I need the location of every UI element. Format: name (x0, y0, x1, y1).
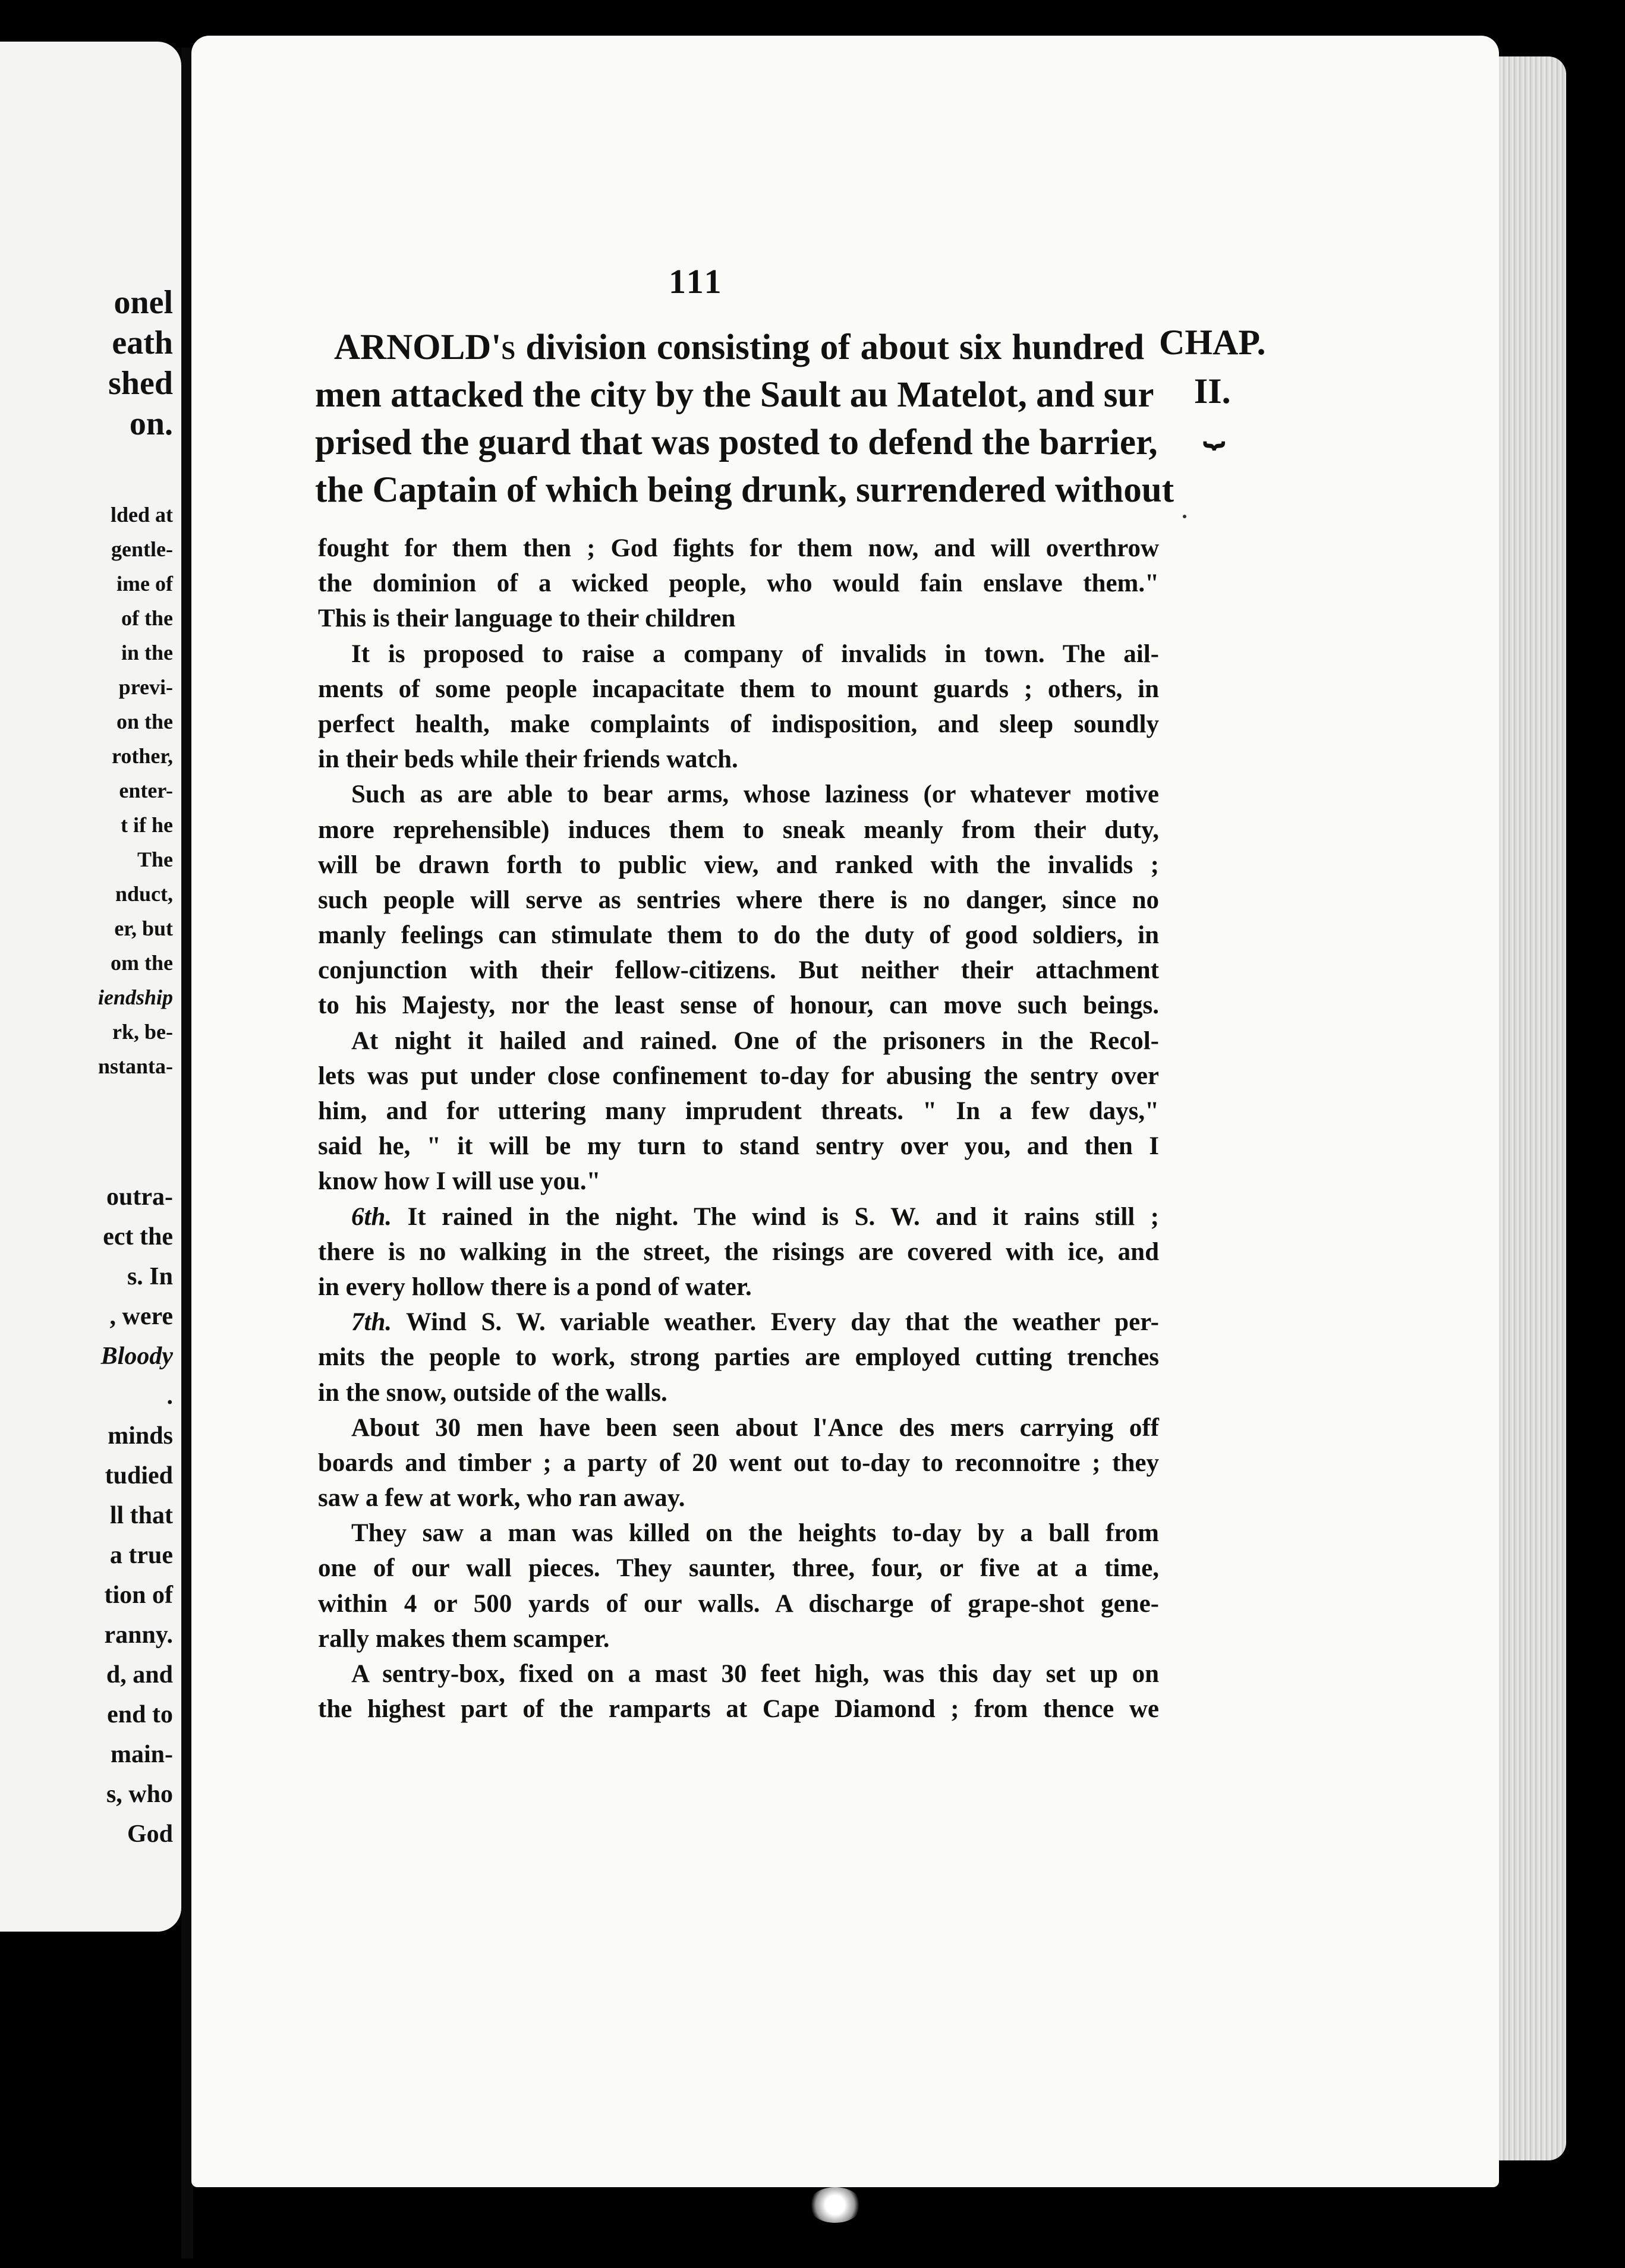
body-line: saw a few at work, who ran away. (318, 1484, 685, 1513)
left-page-line: lded at (110, 503, 173, 527)
quote-line-text: division consisting of about six hundred (525, 327, 1144, 367)
body-line: It is proposed to raise a company of invalids in town. The ail- (351, 640, 1159, 668)
body-line: rally makes them scamper. (318, 1624, 610, 1653)
date-6th: 6th. (351, 1202, 392, 1231)
left-page-line: main- (111, 1741, 173, 1768)
left-page-line: enter- (119, 779, 173, 802)
left-page-line: tion of (104, 1582, 173, 1609)
left-page-line: ll that (109, 1502, 173, 1529)
body-text (318, 531, 1159, 1727)
body-line (318, 1199, 1159, 1234)
body-line: in every hollow there is a pond of water. (318, 1272, 752, 1301)
left-page-line: nstanta- (97, 1054, 173, 1078)
body-line: one of our wall pieces. They saunter, three, four, or five at a time, (318, 1554, 1159, 1583)
light-reflection (808, 2187, 862, 2223)
body-line: This is their language to their children (318, 604, 736, 633)
page-number: 111 (669, 262, 724, 301)
body-line-text: It rained in the night. The wind is S. W. and it rains still ; (407, 1202, 1159, 1231)
left-page-line: iendship (97, 985, 173, 1009)
left-page-line: rother, (112, 744, 173, 768)
left-page-line: on. (129, 405, 173, 442)
quoted-passage (315, 324, 1174, 514)
body-line: in their beds while their friends watch. (318, 745, 738, 774)
left-page-line: on the (116, 710, 173, 733)
body-line: the dominion of a wicked people, who would fain enslave them." (318, 569, 1159, 598)
quote-line: men attacked the city by the Sault au Matelot, and sur (315, 375, 1154, 415)
body-line: more reprehensible) induces them to sneak meanly from their duty, (318, 815, 1159, 844)
left-page-line: a true (109, 1542, 173, 1569)
left-page-line: in the (121, 641, 173, 664)
left-page-line: s, who (106, 1781, 173, 1808)
left-page-line: s. In (127, 1263, 173, 1290)
left-page-line: shed (108, 365, 173, 402)
left-page-line: d, and (106, 1661, 173, 1689)
chapter-brace: ⏟ (1203, 408, 1221, 447)
body-line: ments of some people incapacitate them to mount guards ; others, in (318, 675, 1159, 703)
left-page-line: ect the (103, 1223, 173, 1250)
quote-line: the Captain of which being drunk, surrendered without (315, 470, 1174, 510)
body-line: there is no walking in the street, the risings are covered with ice, and (318, 1237, 1159, 1266)
chapter-number: II. (1193, 371, 1231, 411)
left-page-line: end to (107, 1701, 173, 1728)
left-page-line: . (166, 1382, 173, 1410)
left-page-line: er, but (114, 916, 173, 940)
chapter-label: CHAP. (1159, 323, 1266, 362)
body-line: A sentry-box, fixed on a mast 30 feet high, was this day set up on (351, 1660, 1159, 1688)
quote-opening-word: ARNOLD's (334, 327, 516, 367)
body-line: him, and for uttering many imprudent threats. " In a few days," (318, 1097, 1159, 1125)
left-page-line: onel (114, 284, 173, 321)
body-line-text: Wind S. W. variable weather. Every day that the weather per- (405, 1308, 1159, 1337)
left-page-line: previ- (118, 675, 173, 699)
left-page-line: t if he (121, 813, 173, 837)
left-page-line: nduct, (115, 882, 173, 906)
left-page-line: ime of (116, 572, 173, 596)
left-page-line: om the (111, 951, 173, 975)
page-dot (1183, 515, 1186, 518)
left-page-line: rk, be- (112, 1020, 173, 1044)
body-line: the highest part of the ramparts at Cape Diamond ; from thence we (318, 1695, 1159, 1724)
body-line: fought for them then ; God fights for them now, and will overthrow (318, 534, 1159, 562)
body-line: boards and timber ; a party of 20 went out to-day to reconnoitre ; they (318, 1448, 1159, 1477)
body-line: said he, " it will be my turn to stand sentry over you, and then I (318, 1132, 1159, 1161)
quote-line (315, 324, 1144, 371)
left-page-line: Bloody (100, 1343, 173, 1370)
body-line: About 30 men have been seen about l'Ance des mers carrying off (351, 1413, 1159, 1442)
left-page-line: eath (112, 325, 173, 361)
body-line: to his Majesty, nor the least sense of honour, can move such beings. (318, 991, 1159, 1020)
body-line: will be drawn forth to public view, and ranked with the invalids ; (318, 850, 1159, 879)
left-page-line: outra- (106, 1183, 173, 1211)
chapter-marker (1159, 318, 1266, 447)
body-line: At night it hailed and rained. One of the prisoners in the Recol- (351, 1026, 1159, 1055)
body-line: Such as are able to bear arms, whose laziness (or whatever motive (351, 780, 1159, 809)
body-line: within 4 or 500 yards of our walls. A discharge of grape-shot gene- (318, 1589, 1159, 1618)
left-page-line: of the (121, 606, 173, 630)
left-page-line: gentle- (111, 537, 173, 561)
body-line: manly feelings can stimulate them to do the duty of good soldiers, in (318, 921, 1159, 950)
left-page-line: , were (109, 1303, 173, 1330)
left-page-line: The (137, 848, 173, 871)
left-page-line: ranny. (104, 1621, 173, 1649)
body-line: such people will serve as sentries where there is no danger, since no (318, 886, 1159, 914)
body-line: in the snow, outside of the walls. (318, 1378, 667, 1407)
left-page (0, 42, 181, 1932)
date-7th: 7th. (351, 1308, 392, 1337)
left-page-line: minds (108, 1422, 173, 1450)
body-line (318, 1305, 1159, 1340)
left-page-line: God (127, 1820, 173, 1848)
body-line: mits the people to work, strong parties are employed cutting trenches (318, 1343, 1159, 1372)
body-line: conjunction with their fellow-citizens. But neither their attachment (318, 956, 1159, 985)
quote-line: prised the guard that was posted to defend the barrier, (315, 423, 1158, 462)
body-line: know how I will use you." (318, 1167, 601, 1196)
body-line: They saw a man was killed on the heights to-day by a ball from (351, 1519, 1159, 1548)
left-page-line: tudied (105, 1462, 173, 1489)
body-line: perfect health, make complaints of indisposition, and sleep soundly (318, 710, 1159, 738)
body-line: lets was put under close confinement to-day for abusing the sentry over (318, 1061, 1159, 1090)
